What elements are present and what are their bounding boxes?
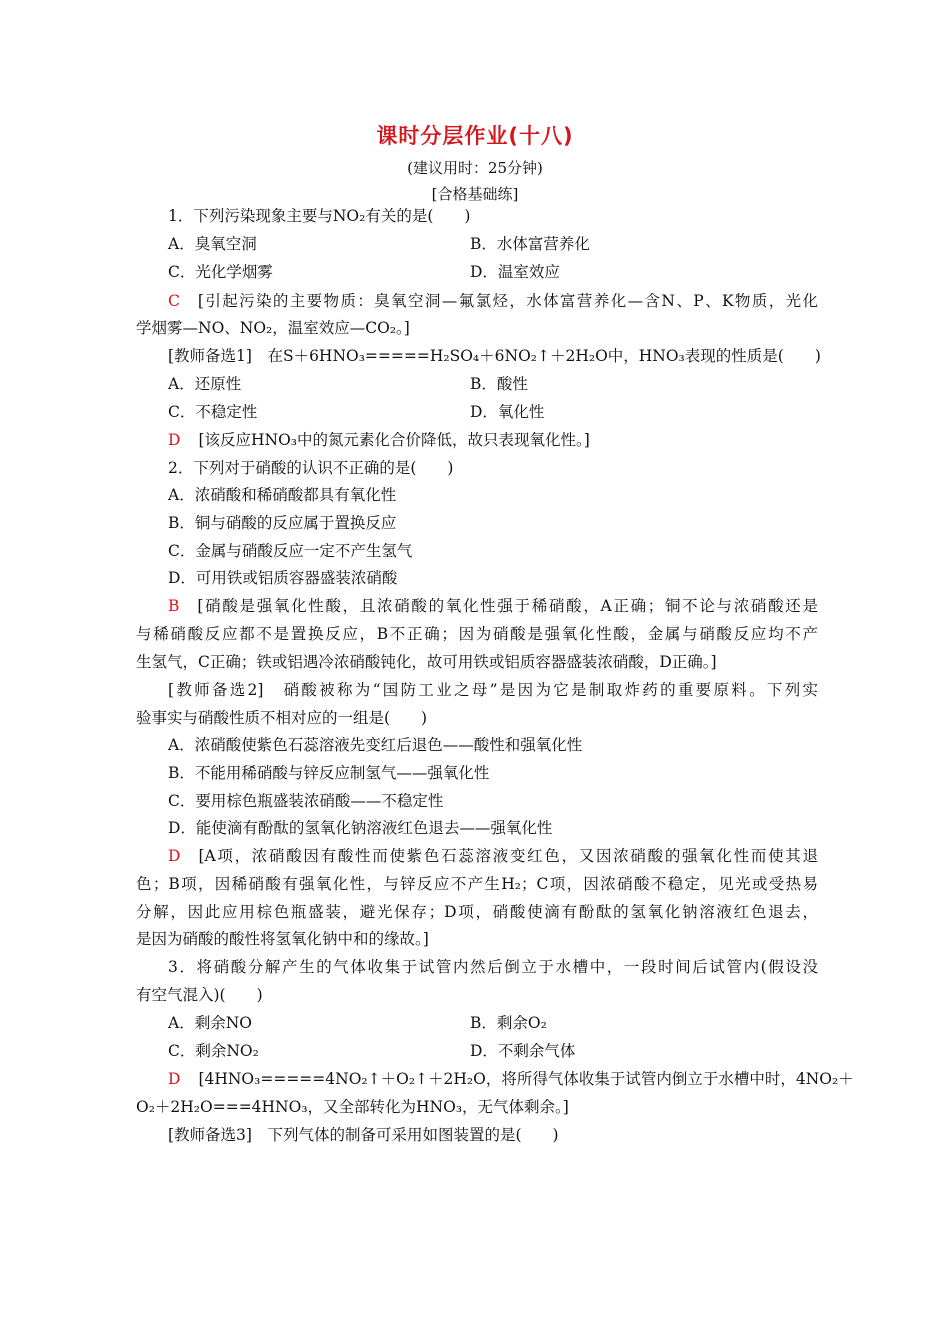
- t1-option-a: A．还原性: [168, 375, 242, 393]
- t2-stem: 验事实与硝酸性质不相对应的一组是( ): [136, 709, 428, 727]
- q3-explanation-line: O₂＋2H₂O===4HNO₃，又全部转化为HNO₃，无气体剩余。]: [136, 1098, 569, 1116]
- q3-option-d: D．不剩余气体: [470, 1042, 576, 1060]
- t1-explanation-line: D [该反应HNO₃中的氮元素化合价降低，故只表现氧化性。]: [168, 431, 590, 449]
- q1-explanation-line: 学烟雾—NO、NO₂，温室效应—CO₂。]: [136, 319, 410, 337]
- t2-explanation-line: 分解，因此应用棕色瓶盛装，避光保存；D项，硝酸使滴有酚酞的氢氧化钠溶液红色退去，: [136, 903, 818, 921]
- q3-stem: 3．将硝酸分解产生的气体收集于试管内然后倒立于水槽中，一段时间后试管内(假设没: [168, 958, 818, 976]
- t1-stem: [教师备选1] 在S＋6HNO₃=====H₂SO₄＋6NO₂↑＋2H₂O中，HNO₃表现的性质是( ): [168, 347, 821, 365]
- t2-answer: D: [168, 847, 181, 865]
- t2-stem: [教师备选2] 硝酸被称为“国防工业之母”是因为它是制取炸药的重要原料。下列实: [168, 681, 818, 699]
- q2-answer: B: [168, 597, 180, 615]
- q2-option-d: D．可用铁或铝质容器盛装浓硝酸: [168, 569, 398, 587]
- q3-option-b: B．剩余O₂: [470, 1014, 547, 1032]
- q3-stem: 有空气混入)( ): [136, 986, 263, 1004]
- q2-explanation-line: B [硝酸是强氧化性酸，且浓硝酸的氧化性强于稀硝酸，A正确；铜不论与浓硝酸还是: [168, 597, 818, 615]
- t2-explanation-line: 是因为硝酸的酸性将氢氧化钠中和的缘故。]: [136, 930, 429, 948]
- q1-option-b: B．水体富营养化: [470, 235, 590, 253]
- section-heading: [合格基础练]: [431, 185, 519, 203]
- q3-answer: D: [168, 1070, 181, 1088]
- q1-option-a: A．臭氧空洞: [168, 235, 257, 253]
- q3-explanation-line: D [4HNO₃=====4NO₂↑＋O₂↑＋2H₂O，将所得气体收集于试管内倒立于水槽中时，4NO₂＋: [168, 1070, 854, 1088]
- q2-stem: 2．下列对于硝酸的认识不正确的是( ): [168, 459, 454, 477]
- t1-answer: D: [168, 431, 181, 449]
- t2-explanation-line: D [A项，浓硝酸因有酸性而使紫色石蕊溶液变红色，又因浓硝酸的强氧化性而使其退: [168, 847, 818, 865]
- q3-option-a: A．剩余NO: [168, 1014, 252, 1032]
- q1-option-c: C．光化学烟雾: [168, 263, 273, 281]
- t2-option-a: A．浓硝酸使紫色石蕊溶液先变红后退色——酸性和强氧化性: [168, 736, 583, 754]
- t2-option-d: D．能使滴有酚酞的氢氧化钠溶液红色退去——强氧化性: [168, 819, 553, 837]
- q1-explanation-line: C [引起污染的主要物质：臭氧空洞—氟氯烃，水体富营养化—含N、P、K物质，光化: [168, 292, 818, 310]
- q1-stem: 1．下列污染现象主要与NO₂有关的是( ): [168, 207, 471, 225]
- q2-option-a: A．浓硝酸和稀硝酸都具有氧化性: [168, 486, 397, 504]
- t1-option-b: B．酸性: [470, 375, 528, 393]
- suggested-time: (建议用时：25分钟): [407, 159, 543, 177]
- q2-explanation-line: 与稀硝酸反应都不是置换反应，B不正确；因为硝酸是强氧化性酸，金属与硝酸反应均不产: [136, 625, 818, 643]
- q2-option-c: C．金属与硝酸反应一定不产生氢气: [168, 542, 413, 560]
- q3-option-c: C．剩余NO₂: [168, 1042, 259, 1060]
- q1-answer: C: [168, 292, 180, 310]
- t3-stem: [教师备选3] 下列气体的制备可采用如图装置的是( ): [168, 1126, 559, 1144]
- q2-explanation-line: 生氢气，C正确；铁或铝遇冷浓硝酸钝化，故可用铁或铝质容器盛装浓硝酸，D正确。]: [136, 653, 717, 671]
- t1-option-d: D．氧化性: [470, 403, 545, 421]
- t2-option-b: B．不能用稀硝酸与锌反应制氢气——强氧化性: [168, 764, 490, 782]
- page-title: 课时分层作业(十八): [376, 124, 574, 148]
- t2-explanation-line: 色；B项，因稀硝酸有强氧化性，与锌反应不产生H₂；C项，因浓硝酸不稳定，见光或受热易: [136, 875, 818, 893]
- q2-option-b: B．铜与硝酸的反应属于置换反应: [168, 514, 397, 532]
- q1-option-d: D．温室效应: [470, 263, 560, 281]
- t2-option-c: C．要用棕色瓶盛装浓硝酸——不稳定性: [168, 792, 444, 810]
- t1-option-c: C．不稳定性: [168, 403, 258, 421]
